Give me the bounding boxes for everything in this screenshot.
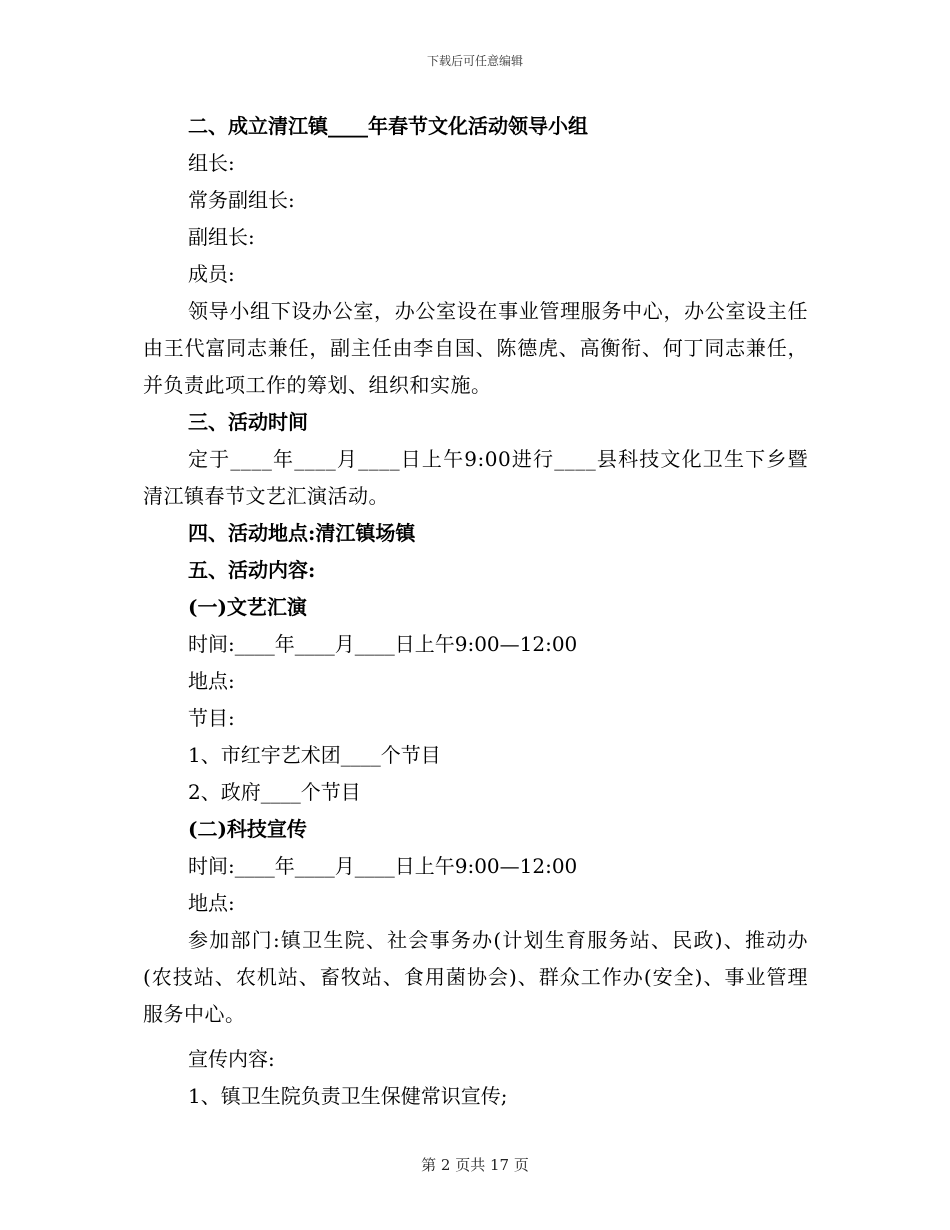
page-number: 第 2 页共 17 页 <box>421 1156 529 1174</box>
time-paragraph: 定于____年____月____日上午9:00进行____县科技文化卫生下乡暨清江镇春节文艺汇演活动。 <box>143 447 808 508</box>
section-2-heading: 二、成立清江镇____年春节文化活动领导小组 <box>188 114 588 138</box>
departments-paragraph: 参加部门:镇卫生院、社会事务办(计划生育服务站、民政)、推动办(农技站、农机站、畜牧站、食用菌协会)、群众工作办(安全)、事业管理服务中心。 <box>143 928 808 1026</box>
program-item-1: 1、市红宇艺术团____个节目 <box>188 743 441 767</box>
page-header: 下载后可任意编辑 <box>426 54 523 68</box>
paragraph-spacer <box>143 1033 808 1041</box>
subsection-1-place: 地点: <box>188 669 235 693</box>
executive-deputy-line: 常务副组长: <box>188 188 295 212</box>
program-item-2: 2、政府____个节目 <box>188 780 361 804</box>
subsection-2-place: 地点: <box>188 891 235 915</box>
section-3-heading: 三、活动时间 <box>188 410 308 434</box>
publicity-content-label: 宣传内容: <box>188 1047 275 1071</box>
section-4-heading: 四、活动地点:清江镇场镇 <box>188 521 416 545</box>
members-line: 成员: <box>188 262 235 286</box>
document-body <box>143 108 808 1115</box>
office-paragraph: 领导小组下设办公室，办公室设在事业管理服务中心，办公室设主任由王代富同志兼任，副主任由李自国、陈德虎、高衡衔、何丁同志兼任，并负责此项工作的筹划、组织和实施。 <box>143 299 808 397</box>
subsection-2-heading: (二)科技宣传 <box>188 817 307 841</box>
publicity-item-1: 1、镇卫生院负责卫生保健常识宣传; <box>188 1084 508 1108</box>
deputy-line: 副组长: <box>188 225 255 249</box>
leader-line: 组长: <box>188 151 235 175</box>
subsection-1-heading: (一)文艺汇演 <box>188 595 307 619</box>
subsection-1-time: 时间:____年____月____日上午9:00—12:00 <box>188 632 578 656</box>
section-5-heading: 五、活动内容: <box>188 558 316 582</box>
subsection-1-program: 节目: <box>188 706 235 730</box>
subsection-2-time: 时间:____年____月____日上午9:00—12:00 <box>188 854 578 878</box>
